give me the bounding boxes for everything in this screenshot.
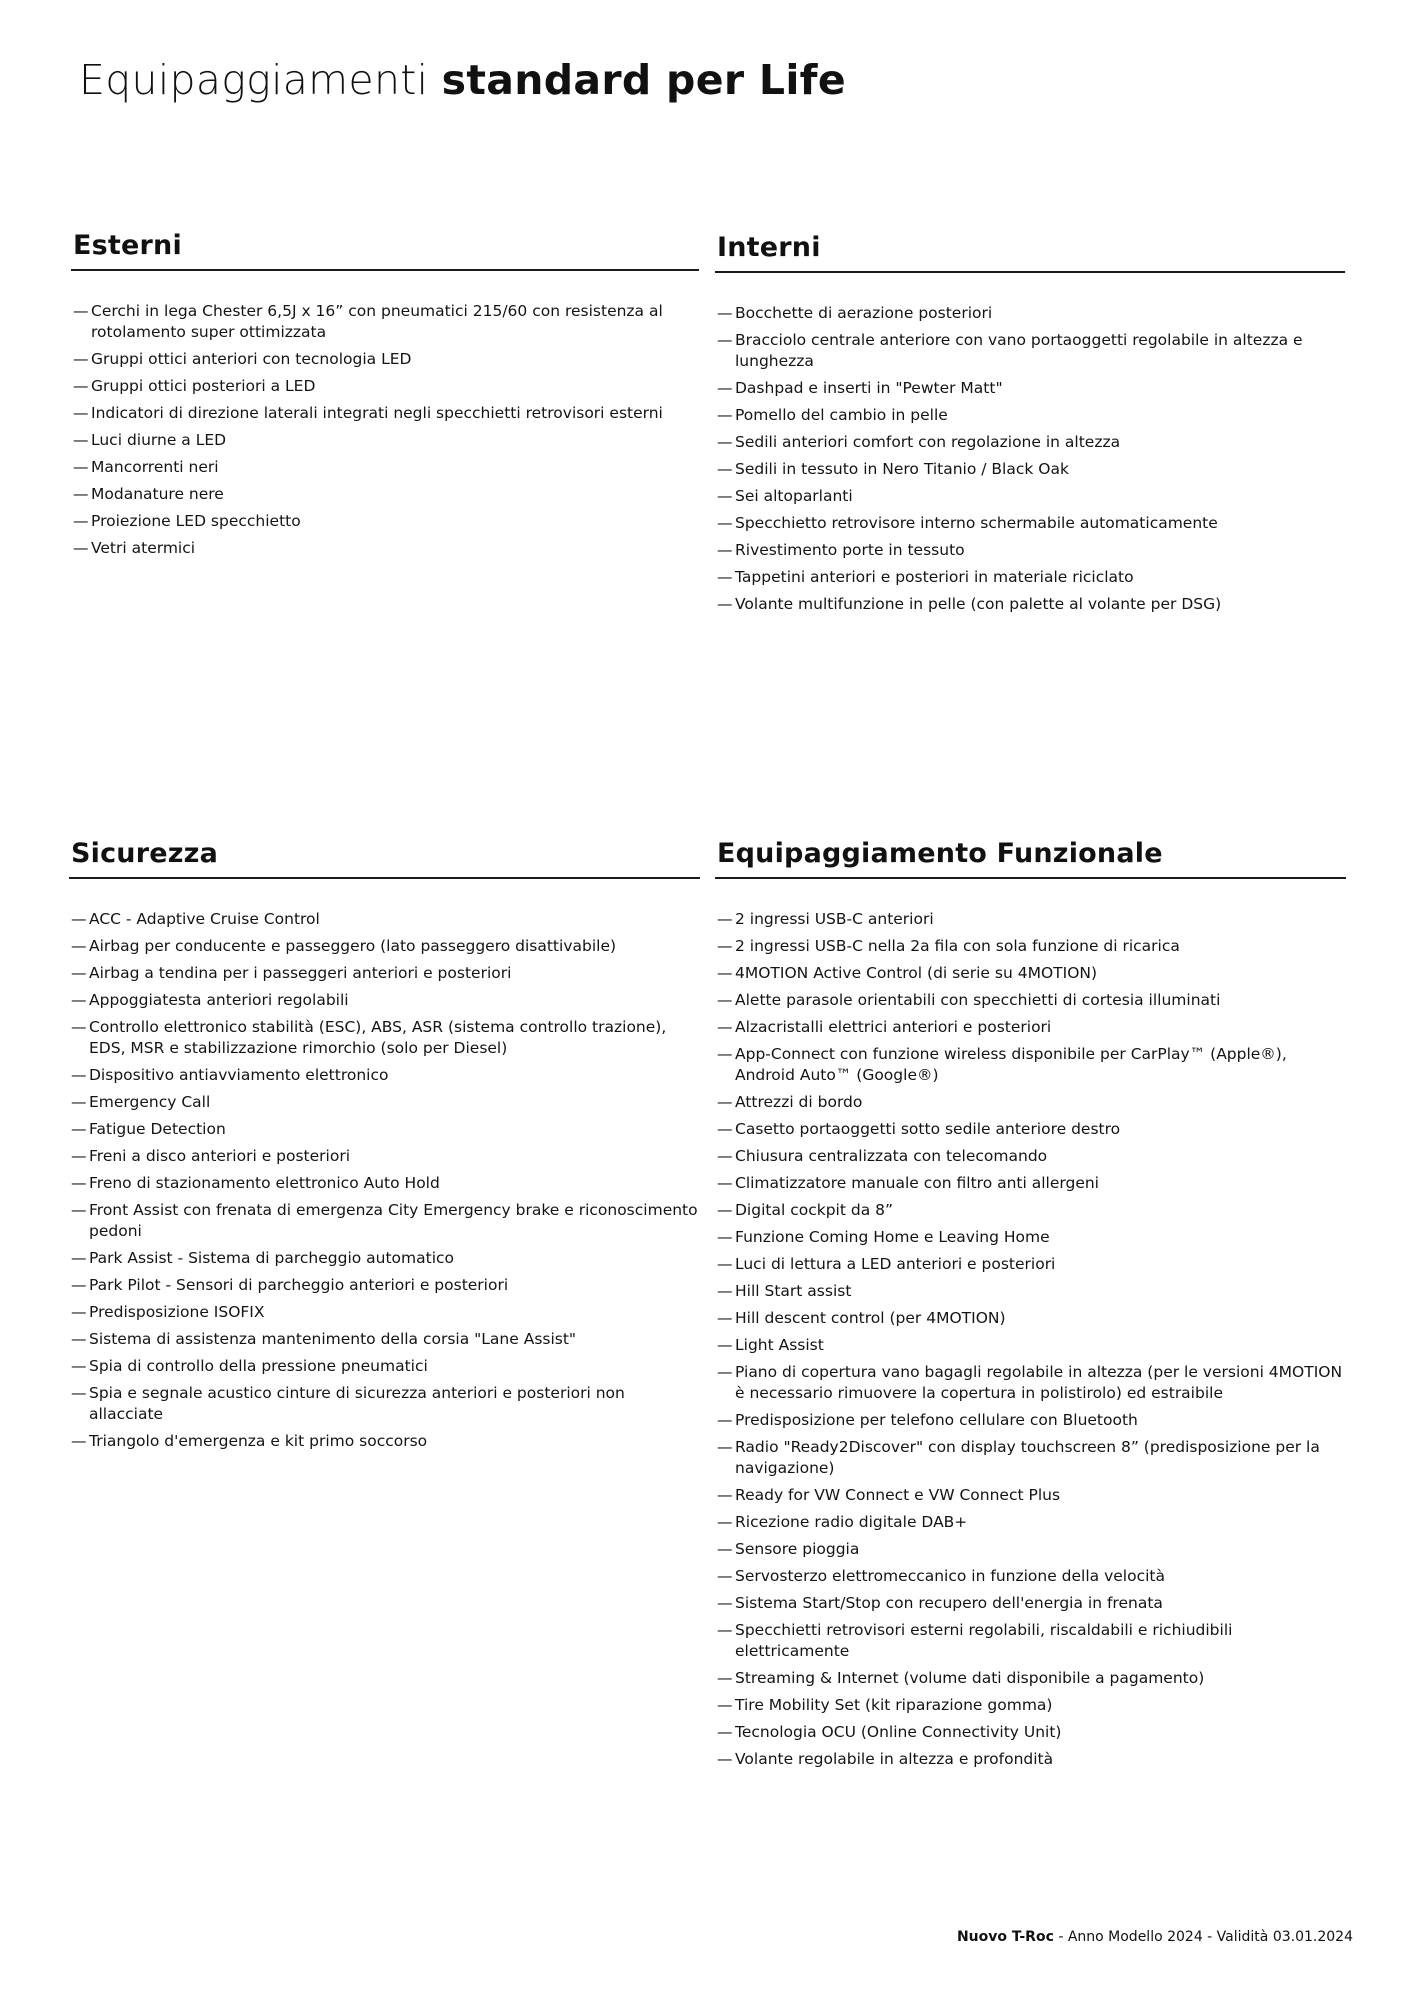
bullet-dash: —	[71, 1303, 87, 1321]
list-item	[715, 1566, 1346, 1587]
list-item-text: Airbag per conducente e passeggero (lato passeggero disattivabile)	[89, 937, 617, 955]
list-item-text: Tappetini anteriori e posteriori in materiale riciclato	[735, 568, 1134, 586]
list-item-text: Predisposizione ISOFIX	[89, 1303, 265, 1321]
bullet-dash: —	[717, 1282, 733, 1300]
list-item-text: Freni a disco anteriori e posteriori	[89, 1147, 351, 1165]
bullet-dash: —	[73, 512, 89, 530]
list-item-text: Mancorrenti neri	[91, 458, 219, 476]
list-item-text: Sedili in tessuto in Nero Titanio / Black Oak	[735, 460, 1069, 478]
list-item-text: 2 ingressi USB-C anteriori	[735, 910, 934, 928]
bullet-dash: —	[73, 431, 89, 449]
list-item	[715, 1722, 1346, 1743]
list-item-text: Indicatori di direzione laterali integrati negli specchietti retrovisori esterni	[91, 404, 663, 422]
list-item-text: 4MOTION Active Control (di serie su 4MOTION)	[735, 964, 1098, 982]
section-heading-sicurezza: Sicurezza	[69, 838, 700, 879]
list-item	[715, 1749, 1346, 1770]
list-item-text: Servosterzo elettromeccanico in funzione della velocità	[735, 1567, 1165, 1585]
list-funzionale	[715, 909, 1346, 1770]
list-item-text: Pomello del cambio in pelle	[735, 406, 948, 424]
bullet-dash: —	[717, 1723, 733, 1741]
list-item	[715, 1044, 1346, 1086]
bullet-dash: —	[717, 460, 733, 478]
list-item	[715, 1410, 1346, 1431]
list-item	[715, 963, 1346, 984]
bullet-dash: —	[717, 991, 733, 1009]
list-item	[715, 990, 1346, 1011]
list-item-text: Dispositivo antiavviamento elettronico	[89, 1066, 389, 1084]
section-esterni	[71, 230, 699, 565]
list-item-text: Rivestimento porte in tessuto	[735, 541, 965, 559]
list-item	[715, 405, 1345, 426]
section-funzionale	[715, 838, 1346, 1776]
list-item-text: Digital cockpit da 8”	[735, 1201, 894, 1219]
bullet-dash: —	[717, 1513, 733, 1531]
list-item	[715, 936, 1346, 957]
list-item	[69, 1248, 700, 1269]
bullet-dash: —	[71, 1249, 87, 1267]
bullet-dash: —	[717, 1363, 733, 1381]
bullet-dash: —	[717, 1621, 733, 1639]
list-item	[715, 1017, 1346, 1038]
bullet-dash: —	[717, 379, 733, 397]
bullet-dash: —	[717, 595, 733, 613]
bullet-dash: —	[717, 487, 733, 505]
list-item	[715, 567, 1345, 588]
bullet-dash: —	[717, 1255, 733, 1273]
list-item	[71, 511, 699, 532]
bullet-dash: —	[71, 1357, 87, 1375]
list-item-text: Park Pilot - Sensori di parcheggio anteriori e posteriori	[89, 1276, 509, 1294]
list-item	[715, 1200, 1346, 1221]
bullet-dash: —	[73, 485, 89, 503]
list-item-text: Climatizzatore manuale con filtro anti allergeni	[735, 1174, 1099, 1192]
list-item	[71, 484, 699, 505]
list-item	[715, 1308, 1346, 1329]
list-item-text: Front Assist con frenata di emergenza City Emergency brake e riconoscimento pedoni	[89, 1201, 698, 1240]
list-item-text: Luci di lettura a LED anteriori e posteriori	[735, 1255, 1056, 1273]
list-interni	[715, 303, 1345, 615]
list-item	[715, 1437, 1346, 1479]
list-item	[715, 459, 1345, 480]
list-item-text: Casetto portaoggetti sotto sedile anteriore destro	[735, 1120, 1121, 1138]
list-item-text: Park Assist - Sistema di parcheggio automatico	[89, 1249, 455, 1267]
list-item	[715, 594, 1345, 615]
list-item	[715, 330, 1345, 372]
list-item-text: Piano di copertura vano bagagli regolabile in altezza (per le versioni 4MOTION è necessario rimuovere la copertura in polistirolo) ed estraibile	[735, 1363, 1343, 1402]
list-item-text: Luci diurne a LED	[91, 431, 227, 449]
bullet-dash: —	[71, 1330, 87, 1348]
section-interni	[715, 232, 1345, 621]
bullet-dash: —	[717, 1411, 733, 1429]
bullet-dash: —	[717, 568, 733, 586]
list-item	[715, 1362, 1346, 1404]
list-item-text: Emergency Call	[89, 1093, 211, 1111]
bullet-dash: —	[717, 1696, 733, 1714]
list-item-text: Sedili anteriori comfort con regolazione in altezza	[735, 433, 1121, 451]
list-item-text: Spia di controllo della pressione pneumatici	[89, 1357, 428, 1375]
list-item	[69, 1431, 700, 1452]
bullet-dash: —	[717, 1438, 733, 1456]
bullet-dash: —	[717, 1174, 733, 1192]
list-item-text: Radio "Ready2Discover" con display touchscreen 8” (predisposizione per la navigazione)	[735, 1438, 1320, 1477]
list-item	[715, 1485, 1346, 1506]
bullet-dash: —	[717, 964, 733, 982]
bullet-dash: —	[717, 304, 733, 322]
list-item	[715, 432, 1345, 453]
section-heading-esterni: Esterni	[71, 230, 699, 271]
footer-model: Nuovo T-Roc	[956, 1929, 1054, 1945]
section-heading-funzionale: Equipaggiamento Funzionale	[715, 838, 1346, 879]
list-item	[715, 1227, 1346, 1248]
bullet-dash: —	[717, 1309, 733, 1327]
list-item-text: Tecnologia OCU (Online Connectivity Unit)	[735, 1723, 1062, 1741]
list-item-text: Bracciolo centrale anteriore con vano portaoggetti regolabile in altezza e lunghezza	[735, 331, 1303, 370]
list-item-text: Specchietti retrovisori esterni regolabili, riscaldabili e richiudibili elettricamente	[735, 1621, 1233, 1660]
bullet-dash: —	[71, 1174, 87, 1192]
bullet-dash: —	[717, 1120, 733, 1138]
list-item	[715, 513, 1345, 534]
list-item	[69, 1017, 700, 1059]
bullet-dash: —	[71, 964, 87, 982]
bullet-dash: —	[73, 302, 89, 320]
list-item-text: Chiusura centralizzata con telecomando	[735, 1147, 1048, 1165]
bullet-dash: —	[71, 910, 87, 928]
list-item-text: Triangolo d'emergenza e kit primo soccorso	[89, 1432, 428, 1450]
list-item	[715, 1281, 1346, 1302]
list-item	[69, 936, 700, 957]
list-item-text: Appoggiatesta anteriori regolabili	[89, 991, 349, 1009]
list-item	[715, 1539, 1346, 1560]
list-item-text: Volante regolabile in altezza e profondità	[735, 1750, 1054, 1768]
list-item-text: Alette parasole orientabili con specchietti di cortesia illuminati	[735, 991, 1221, 1009]
list-item-text: Dashpad e inserti in "Pewter Matt"	[735, 379, 1003, 397]
list-item-text: Spia e segnale acustico cinture di sicurezza anteriori e posteriori non allacciate	[89, 1384, 625, 1423]
bullet-dash: —	[717, 433, 733, 451]
list-item-text: Specchietto retrovisore interno schermabile automaticamente	[735, 514, 1218, 532]
bullet-dash: —	[71, 1201, 87, 1219]
list-item	[715, 303, 1345, 324]
list-sicurezza	[69, 909, 700, 1452]
list-item-text: Freno di stazionamento elettronico Auto Hold	[89, 1174, 440, 1192]
bullet-dash: —	[71, 1276, 87, 1294]
bullet-dash: —	[717, 1201, 733, 1219]
bullet-dash: —	[71, 937, 87, 955]
bullet-dash: —	[717, 910, 733, 928]
list-item	[71, 457, 699, 478]
list-item-text: Sistema di assistenza mantenimento della corsia "Lane Assist"	[89, 1330, 577, 1348]
list-item	[715, 1092, 1346, 1113]
page-title-bold: standard per Life	[441, 56, 846, 104]
bullet-dash: —	[73, 539, 89, 557]
bullet-dash: —	[71, 1120, 87, 1138]
list-item-text: Vetri atermici	[91, 539, 196, 557]
bullet-dash: —	[73, 350, 89, 368]
bullet-dash: —	[71, 1093, 87, 1111]
list-item	[69, 1356, 700, 1377]
bullet-dash: —	[717, 937, 733, 955]
list-item	[71, 349, 699, 370]
list-item	[71, 403, 699, 424]
bullet-dash: —	[71, 1018, 87, 1036]
list-item	[715, 1119, 1346, 1140]
list-item-text: Attrezzi di bordo	[735, 1093, 863, 1111]
list-item-text: Ready for VW Connect e VW Connect Plus	[735, 1486, 1061, 1504]
list-item-text: Airbag a tendina per i passeggeri anteriori e posteriori	[89, 964, 512, 982]
bullet-dash: —	[71, 991, 87, 1009]
list-item-text: Hill Start assist	[735, 1282, 852, 1300]
bullet-dash: —	[73, 458, 89, 476]
list-item-text: Sei altoparlanti	[735, 487, 853, 505]
bullet-dash: —	[717, 331, 733, 349]
list-item	[69, 1275, 700, 1296]
section-sicurezza	[69, 838, 700, 1458]
list-item	[71, 301, 699, 343]
bullet-dash: —	[717, 541, 733, 559]
bullet-dash: —	[717, 1594, 733, 1612]
list-item	[715, 1620, 1346, 1662]
list-item	[69, 1383, 700, 1425]
list-item	[69, 1065, 700, 1086]
bullet-dash: —	[71, 1384, 87, 1402]
bullet-dash: —	[717, 1228, 733, 1246]
bullet-dash: —	[717, 1018, 733, 1036]
list-item-text: Hill descent control (per 4MOTION)	[735, 1309, 1006, 1327]
bullet-dash: —	[717, 406, 733, 424]
bullet-dash: —	[717, 514, 733, 532]
page-title-light: Equipaggiamenti	[79, 56, 442, 104]
list-item-text: Cerchi in lega Chester 6,5J x 16” con pneumatici 215/60 con resistenza al rotolamento super ottimizzata	[91, 302, 663, 341]
bullet-dash: —	[717, 1567, 733, 1585]
list-item-text: Modanature nere	[91, 485, 224, 503]
list-item-text: Fatigue Detection	[89, 1120, 226, 1138]
list-item	[715, 1593, 1346, 1614]
list-item	[69, 1119, 700, 1140]
bullet-dash: —	[717, 1750, 733, 1768]
list-item-text: Tire Mobility Set (kit riparazione gomma)	[735, 1696, 1053, 1714]
list-item-text: Controllo elettronico stabilità (ESC), ABS, ASR (sistema controllo trazione), EDS, MSR e stabilizzazione rimorchio (solo per Diesel)	[89, 1018, 667, 1057]
list-item-text: Proiezione LED specchietto	[91, 512, 301, 530]
list-item-text: Sensore pioggia	[735, 1540, 860, 1558]
page-title	[79, 56, 846, 104]
list-item	[715, 1695, 1346, 1716]
bullet-dash: —	[717, 1093, 733, 1111]
list-item	[69, 1173, 700, 1194]
bullet-dash: —	[71, 1147, 87, 1165]
list-item	[69, 963, 700, 984]
bullet-dash: —	[73, 404, 89, 422]
list-item-text: Light Assist	[735, 1336, 824, 1354]
list-item-text: ACC - Adaptive Cruise Control	[89, 910, 320, 928]
list-item-text: Gruppi ottici anteriori con tecnologia LED	[91, 350, 412, 368]
bullet-dash: —	[73, 377, 89, 395]
bullet-dash: —	[717, 1336, 733, 1354]
list-item	[715, 1668, 1346, 1689]
list-item-text: Sistema Start/Stop con recupero dell'energia in frenata	[735, 1594, 1163, 1612]
list-item	[69, 1146, 700, 1167]
list-item-text: Streaming & Internet (volume dati disponibile a pagamento)	[735, 1669, 1205, 1687]
list-esterni	[71, 301, 699, 559]
bullet-dash: —	[71, 1066, 87, 1084]
list-item-text: App-Connect con funzione wireless disponibile per CarPlay™ (Apple®), Android Auto™ (Google®)	[735, 1045, 1287, 1084]
list-item	[715, 909, 1346, 930]
footer-validity: - Anno Modello 2024 - Validità 03.01.2024	[1053, 1929, 1353, 1945]
list-item	[69, 1092, 700, 1113]
list-item-text: Bocchette di aerazione posteriori	[735, 304, 993, 322]
bullet-dash: —	[717, 1669, 733, 1687]
list-item-text: Predisposizione per telefono cellulare con Bluetooth	[735, 1411, 1138, 1429]
list-item-text: 2 ingressi USB-C nella 2a fila con sola funzione di ricarica	[735, 937, 1180, 955]
bullet-dash: —	[717, 1540, 733, 1558]
bullet-dash: —	[717, 1486, 733, 1504]
bullet-dash: —	[71, 1432, 87, 1450]
list-item	[715, 1173, 1346, 1194]
list-item	[715, 1146, 1346, 1167]
list-item-text: Funzione Coming Home e Leaving Home	[735, 1228, 1050, 1246]
list-item	[71, 538, 699, 559]
list-item	[69, 1302, 700, 1323]
list-item	[69, 990, 700, 1011]
list-item-text: Gruppi ottici posteriori a LED	[91, 377, 316, 395]
section-heading-interni: Interni	[715, 232, 1345, 273]
bullet-dash: —	[717, 1045, 733, 1063]
list-item	[715, 1512, 1346, 1533]
list-item	[69, 1200, 700, 1242]
list-item	[715, 1335, 1346, 1356]
list-item	[69, 1329, 700, 1350]
list-item	[71, 376, 699, 397]
list-item	[71, 430, 699, 451]
list-item-text: Ricezione radio digitale DAB+	[735, 1513, 968, 1531]
list-item-text: Alzacristalli elettrici anteriori e posteriori	[735, 1018, 1052, 1036]
list-item	[715, 486, 1345, 507]
bullet-dash: —	[717, 1147, 733, 1165]
list-item	[715, 1254, 1346, 1275]
list-item	[69, 909, 700, 930]
list-item	[715, 540, 1345, 561]
footer	[957, 1929, 1353, 1945]
list-item	[715, 378, 1345, 399]
list-item-text: Volante multifunzione in pelle (con palette al volante per DSG)	[735, 595, 1222, 613]
